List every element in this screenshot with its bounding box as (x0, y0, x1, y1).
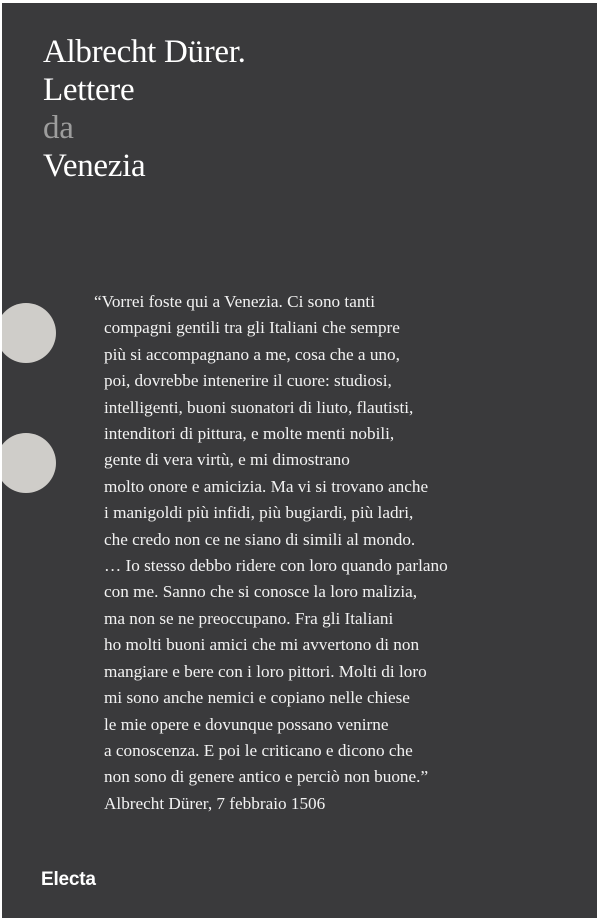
title-line-da: da (43, 110, 74, 146)
book-cover (2, 3, 597, 918)
quote-line: compagni gentili tra gli Italiani che sempre (104, 318, 400, 338)
quote-line: con me. Sanno che si conosce la loro malizia, (104, 582, 418, 602)
quote-line: intenditori di pittura, e molte menti nobili, (104, 424, 395, 444)
quote-line: ma non se ne preoccupano. Fra gli Italiani (104, 608, 394, 628)
quote-line: gente di vera virtù, e mi dimostrano (104, 450, 350, 470)
quote-line: i manigoldi più infidi, più bugiardi, più ladri, (104, 503, 414, 523)
quote-attribution: Albrecht Dürer, 7 febbraio 1506 (104, 793, 326, 813)
publisher-logo: Electa (41, 869, 96, 890)
quote-line: intelligenti, buoni suonatori di liuto, flautisti, (104, 397, 414, 417)
title-line-venezia: Venezia (43, 148, 146, 184)
quote-line: mi sono anche nemici e copiano nelle chiese (104, 688, 410, 708)
quote-line: ho molti buoni amici che mi avvertono di non (104, 635, 420, 655)
quote-line: poi, dovrebbe intenerire il cuore: studiosi, (104, 371, 392, 391)
quote-line: mangiare e bere con i loro pittori. Molti di loro (104, 661, 427, 681)
quote-line: a conoscenza. E poi le criticano e dicono che (104, 740, 413, 760)
title-line-author: Albrecht Dürer. (43, 34, 246, 70)
quote-line: le mie opere e dovunque possano venirne (104, 714, 389, 734)
quote-line: molto onore e amicizia. Ma vi si trovano anche (104, 476, 429, 496)
quote-line: … Io stesso debbo ridere con loro quando parlano (104, 556, 448, 576)
quote-line: più si accompagnano a me, cosa che a uno, (104, 344, 400, 364)
cover-quote (94, 289, 594, 817)
quote-line: “Vorrei foste qui a Venezia. Ci sono tanti (94, 292, 375, 311)
quote-line: non sono di genere antico e perciò non buone.” (104, 767, 429, 787)
book-title (43, 33, 246, 185)
binder-hole-bottom (2, 433, 56, 493)
binder-hole-top (2, 303, 56, 363)
quote-line: che credo non ce ne siano di simili al mondo. (104, 529, 416, 549)
title-line-lettere: Lettere (43, 72, 135, 108)
